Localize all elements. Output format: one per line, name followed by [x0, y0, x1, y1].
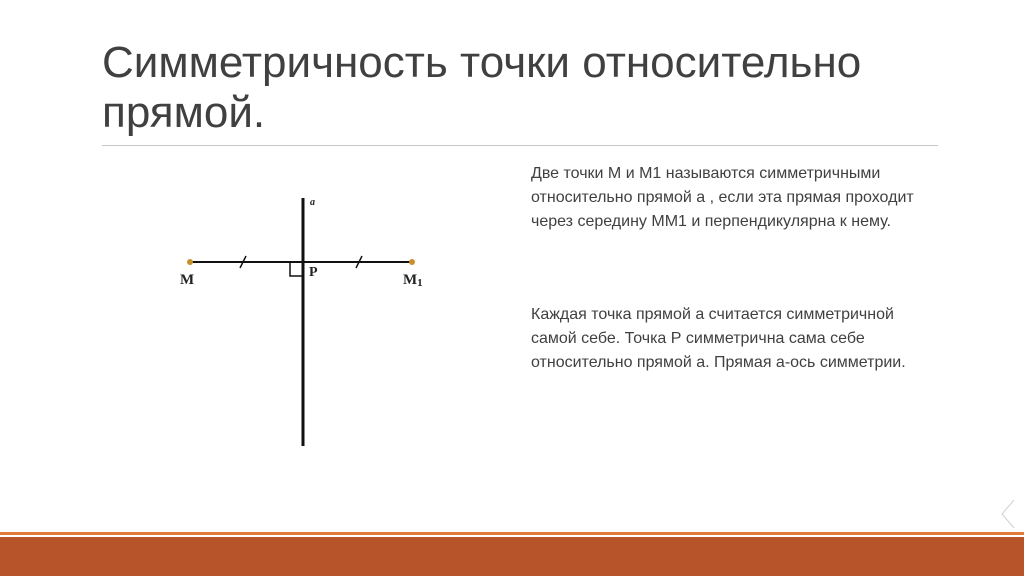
- definition-paragraph: Две точки М и М1 называются симметричными относительно прямой а , если эта прямая проходит через середину ММ1 и перпендикулярна к нему.: [531, 165, 914, 230]
- axis-paragraph: Каждая точка прямой а считается симметричной самой себе. Точка Р симметрична сама себе относительно прямой а. Прямая а-ось симметрии.: [531, 306, 906, 371]
- bottom-accent-line: [0, 532, 1024, 535]
- label-a: a: [310, 197, 315, 208]
- slide-title: Симметричность точки относительно прямой.: [102, 38, 862, 137]
- chevron-decoration-icon: [1000, 500, 1024, 532]
- right-angle-mark: [290, 262, 303, 276]
- label-p: P: [309, 265, 318, 280]
- label-m1: [403, 272, 423, 289]
- bottom-accent-bar: [0, 537, 1024, 576]
- label-m: M: [180, 272, 195, 288]
- point-m: [187, 259, 193, 265]
- point-m1: [409, 259, 415, 265]
- label-m1-subscript: 1: [417, 277, 423, 289]
- label-m1-main: M: [403, 272, 418, 288]
